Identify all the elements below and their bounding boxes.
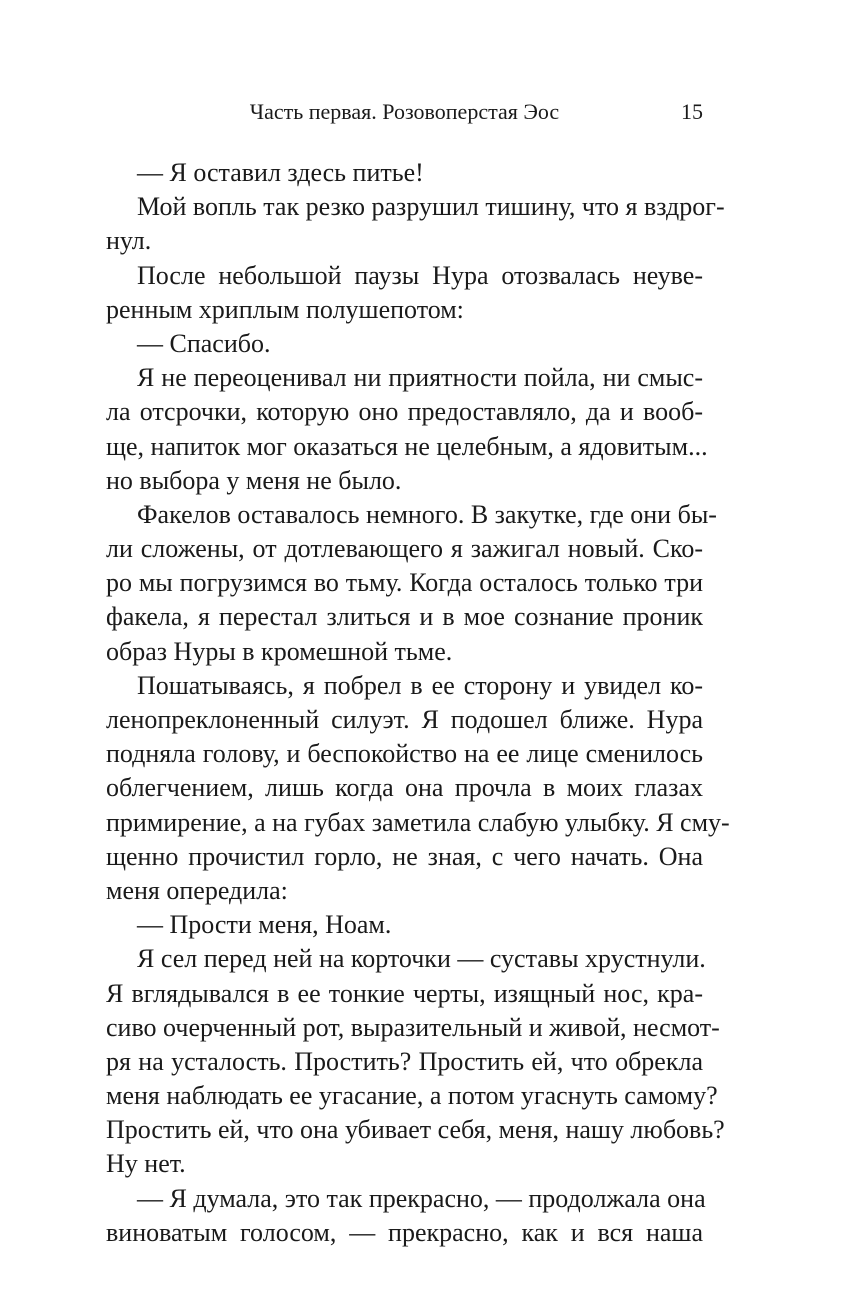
text-line: щенно прочистил горло, не зная, с чего начать. Она xyxy=(106,841,703,871)
running-title: Часть первая. Розовоперстая Эос xyxy=(249,99,560,124)
text-line: Мой вопль так резко разрушил тишину, что я вздрог- xyxy=(137,192,725,222)
text-line: ленопреклоненный силуэт. Я подошел ближе. Нура xyxy=(106,705,703,734)
text-line: меня наблюдать ее угасание, а потом угаснуть самому? xyxy=(106,1081,718,1111)
text-line: подняла голову, и беспокойство на ее лице сменилось xyxy=(106,739,703,769)
text-line: примирение, а на губах заметила слабую улыбку. Я сму- xyxy=(106,807,730,837)
running-head xyxy=(106,92,703,132)
text-line: но выбора у меня не было. xyxy=(106,465,402,495)
text-line: ще, напиток мог оказаться не целебным, а ядовитым... xyxy=(106,431,708,461)
text-line: Я вглядывался в ее тонкие черты, изящный нос, кра- xyxy=(106,978,703,1008)
page-number: 15 xyxy=(681,99,703,124)
text-line: ро мы погрузимся во тьму. Когда осталось только три xyxy=(106,568,703,598)
text-line: — Я думала, это так прекрасно, — продолжала она xyxy=(137,1183,706,1213)
text-line: нул. xyxy=(106,226,152,256)
text-line: образ Нуры в кромешной тьме. xyxy=(106,636,453,666)
text-line: — Спасибо. xyxy=(137,328,271,358)
text-line: виноватым голосом, — прекрасно, как и вся наша xyxy=(106,1217,703,1247)
text-line: Простить ей, что она убивает себя, меня, нашу любовь? xyxy=(106,1115,725,1145)
text-line: ренным хриплым полушепотом: xyxy=(106,294,464,324)
text-line: Я не переоценивал ни приятности пойла, ни смыс- xyxy=(137,363,703,393)
text-line: меня опередила: xyxy=(106,875,288,905)
text-line: сиво очерченный рот, выразительный и живой, несмот- xyxy=(106,1012,720,1042)
text-line: Пошатываясь, я побрел в ее сторону и увидел ко- xyxy=(137,670,703,700)
text-line: После небольшой паузы Нура отозвалась неуве- xyxy=(137,260,703,290)
text-line: ли сложены, от дотлевающего я зажигал новый. Ско- xyxy=(106,534,703,564)
text-line: — Я оставил здесь питье! xyxy=(137,158,424,187)
text-line: облегчением, лишь когда она прочла в моих глазах xyxy=(106,773,703,803)
text-line: Я сел перед ней на корточки — суставы хрустнули. xyxy=(137,944,706,974)
text-line: факела, я перестал злиться и в мое сознание проник xyxy=(106,602,703,632)
text-line: Ну нет. xyxy=(106,1149,186,1179)
body-text xyxy=(106,156,730,1250)
text-line: Факелов оставалось немного. В закутке, где они бы- xyxy=(137,499,717,529)
text-line: — Прости меня, Ноам. xyxy=(137,910,392,940)
text-line: ла отсрочки, которую оно предоставляло, да и вооб- xyxy=(106,397,703,427)
text-line: ря на усталость. Простить? Простить ей, что обрекла xyxy=(106,1046,703,1076)
